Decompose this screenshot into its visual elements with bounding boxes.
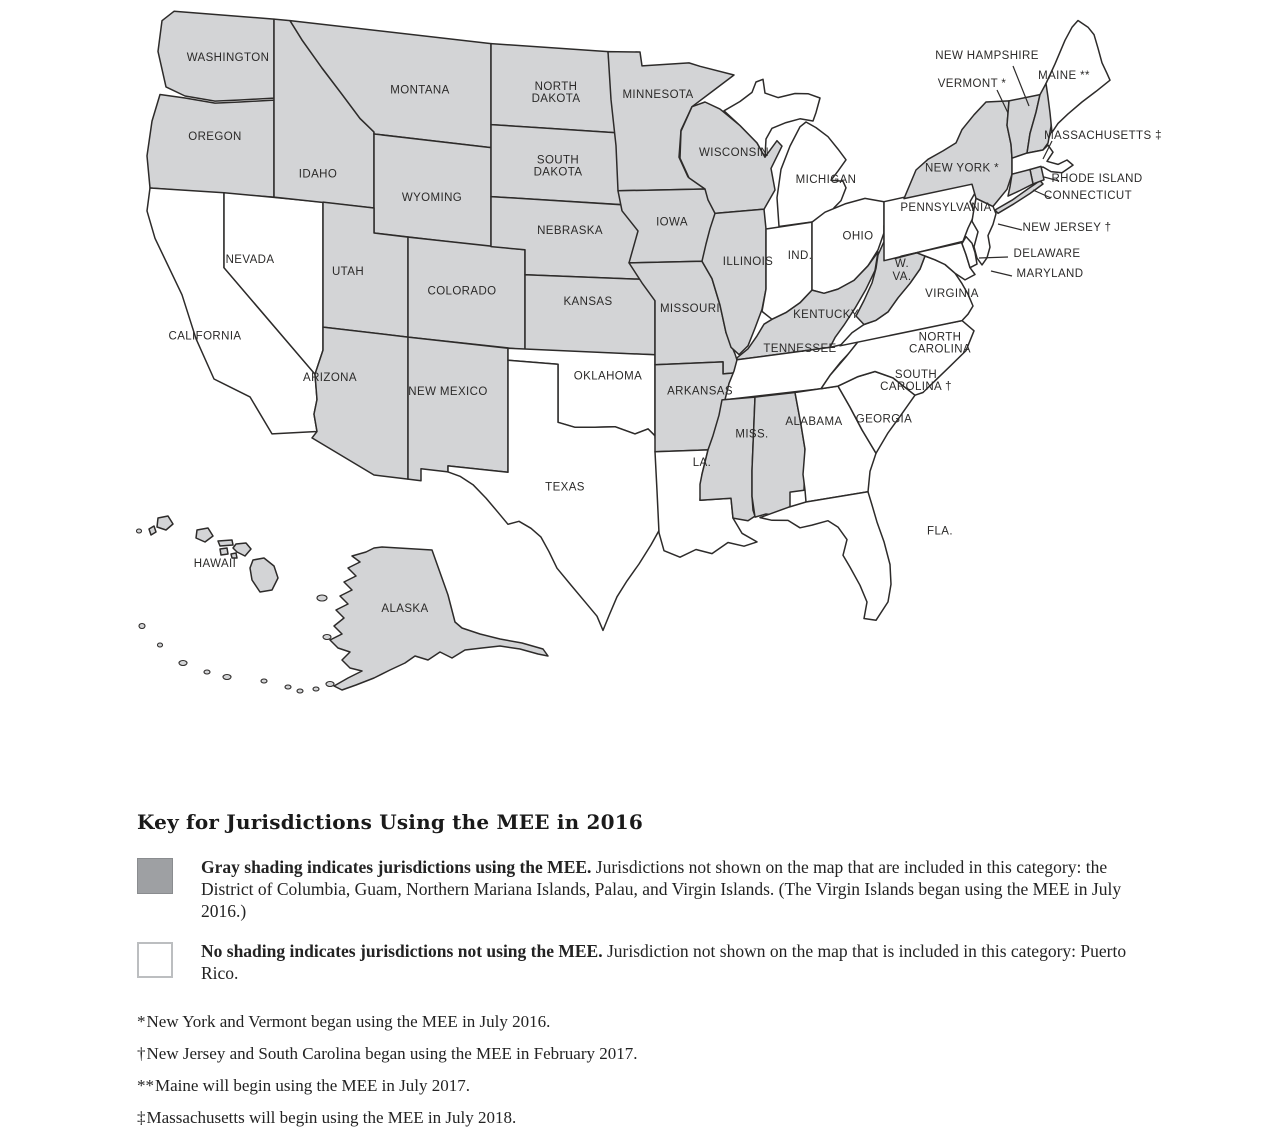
footnote-double-asterisk [137, 1076, 837, 1096]
state-label-new-hampshire: NEW HAMPSHIRE [935, 50, 1039, 62]
state-label-south-dakota: DAKOTA [533, 166, 583, 179]
state-hawaii [149, 526, 156, 535]
footnote-text: New York and Vermont began using the MEE in July 2016. [146, 1012, 551, 1031]
state-new-mexico [408, 337, 508, 481]
state-alaska [330, 547, 548, 690]
gray-swatch [137, 858, 173, 894]
footnote-symbol: ** [137, 1076, 154, 1095]
island [204, 670, 210, 674]
state-label-colorado: COLORADO [427, 285, 497, 298]
state-label-utah: UTAH [331, 266, 365, 278]
state-label-georgia: GEORGIA [855, 413, 913, 426]
footnote-asterisk [137, 1012, 837, 1032]
island [297, 689, 303, 693]
state-label-north-carolina: CAROLINA [909, 343, 971, 356]
island [323, 635, 331, 640]
island [137, 529, 142, 533]
state-label-washington: WASHINGTON [186, 52, 270, 65]
state-label-michigan: MICHIGAN [795, 174, 857, 186]
white-swatch [137, 942, 173, 978]
state-label-tennessee: TENNESSEE [763, 342, 837, 355]
key-item-gray [137, 856, 1167, 922]
state-label-mississippi: MISS. [735, 428, 769, 441]
state-label-new-mexico: NEW MEXICO [408, 385, 488, 398]
state-label-arizona: ARIZONA [303, 371, 357, 384]
state-label-nevada: NEVADA [225, 253, 275, 266]
footnote-symbol: ‡ [137, 1108, 146, 1127]
state-label-ohio: OHIO [842, 230, 874, 243]
footnote-dagger [137, 1044, 837, 1064]
state-hawaii [196, 528, 213, 542]
state-wyoming [374, 134, 491, 247]
state-label-wisconsin: WISCONSIN [698, 147, 770, 159]
state-label-montana: MONTANA [390, 84, 450, 97]
key-section [137, 810, 1167, 1002]
state-label-maryland: MARYLAND [1016, 268, 1084, 280]
island [223, 675, 231, 680]
island [158, 643, 163, 647]
state-label-pennsylvania: PENNSYLVANIA [900, 202, 992, 215]
state-label-oklahoma: OKLAHOMA [573, 370, 643, 383]
leader-line [998, 224, 1022, 230]
state-label-rhode-island: RHODE ISLAND [1051, 173, 1143, 185]
state-label-south-carolina: SOUTH [894, 369, 938, 381]
state-oregon [147, 95, 274, 198]
state-hawaii [220, 548, 228, 555]
state-label-north-dakota: NORTH [534, 81, 578, 94]
island [317, 595, 327, 601]
island [139, 624, 145, 629]
island [313, 687, 319, 691]
key-title: Key for Jurisdictions Using the MEE in 2016 [137, 810, 644, 834]
footnote-text: New Jersey and South Carolina began using the MEE in February 2017. [146, 1044, 638, 1063]
state-label-alabama: ALABAMA [785, 415, 843, 428]
state-label-maine: MAINE ** [1038, 70, 1090, 82]
state-label-south-dakota: SOUTH [536, 154, 580, 167]
key-white-lead: No shading indicates jurisdictions not using the MEE. [201, 941, 603, 961]
state-label-florida: FLA. [927, 525, 953, 538]
state-hawaii [218, 540, 233, 546]
state-label-nebraska: NEBRASKA [537, 225, 603, 237]
state-label-illinois: ILLINOIS [722, 255, 774, 268]
state-label-north-carolina: NORTH [918, 331, 962, 344]
state-label-minnesota: MINNESOTA [622, 88, 694, 101]
footnotes [137, 1012, 837, 1140]
state-label-texas: TEXAS [545, 481, 585, 494]
island [261, 679, 267, 683]
state-label-iowa: IOWA [656, 216, 688, 229]
state-kansas [525, 275, 655, 355]
state-label-west-virginia: VA. [892, 271, 912, 283]
state-label-vermont: VERMONT * [937, 78, 1007, 90]
state-florida [760, 492, 891, 621]
state-label-new-york: NEW YORK * [924, 162, 1000, 175]
state-label-idaho: IDAHO [298, 168, 338, 181]
leader-line [991, 271, 1012, 276]
key-item-gray-text [201, 856, 1159, 922]
footnote-text: Maine will begin using the MEE in July 2017. [155, 1076, 470, 1095]
state-alabama [752, 393, 805, 518]
state-label-kentucky: KENTUCKY [793, 309, 859, 321]
state-label-hawaii: HAWAII [193, 558, 237, 570]
state-label-new-jersey: NEW JERSEY † [1022, 222, 1112, 234]
footnote-symbol: * [137, 1012, 146, 1031]
island [179, 661, 187, 666]
state-label-delaware: DELAWARE [1013, 248, 1081, 260]
state-label-arkansas: ARKANSAS [667, 385, 733, 398]
state-arizona [312, 327, 408, 479]
island [285, 685, 291, 689]
state-label-indiana: IND. [787, 249, 813, 262]
state-label-missouri: MISSOURI [659, 302, 721, 315]
island [326, 682, 334, 687]
state-label-north-dakota: DAKOTA [531, 93, 581, 106]
state-label-wyoming: WYOMING [401, 192, 463, 204]
key-gray-body: Jurisdictions not shown on the map that are included in this category: the District of Columbia, Guam, Northern Mariana Islands, Palau, and Virgin Islands. (The Virgin Islands began using the MEE in July 2016.) [201, 857, 1122, 921]
state-label-connecticut: CONNECTICUT [1043, 190, 1133, 202]
state-label-virginia: VIRGINIA [925, 287, 979, 300]
state-label-alaska: ALASKA [381, 603, 429, 615]
key-item-white-text [201, 940, 1159, 984]
state-label-south-carolina: CAROLINA † [880, 381, 952, 393]
state-label-louisiana: LA. [692, 457, 712, 470]
state-label-kansas: KANSAS [563, 295, 613, 308]
state-label-west-virginia: W. [894, 258, 910, 270]
state-label-california: CALIFORNIA [168, 330, 242, 343]
state-label-massachusetts: MASSACHUSETTS ‡ [1044, 130, 1162, 142]
state-hawaii [157, 516, 173, 530]
key-white-body: Jurisdiction not shown on the map that is included in this category: Puerto Rico. [201, 941, 1127, 983]
state-hawaii [250, 558, 278, 592]
footnote-symbol: † [137, 1044, 146, 1063]
state-label-oregon: OREGON [188, 131, 242, 144]
footnote-double-dagger [137, 1108, 837, 1128]
footnote-text: Massachusetts will begin using the MEE in July 2018. [146, 1108, 517, 1127]
key-gray-lead: Gray shading indicates jurisdictions using the MEE. [201, 857, 592, 877]
key-item-white [137, 940, 1167, 984]
